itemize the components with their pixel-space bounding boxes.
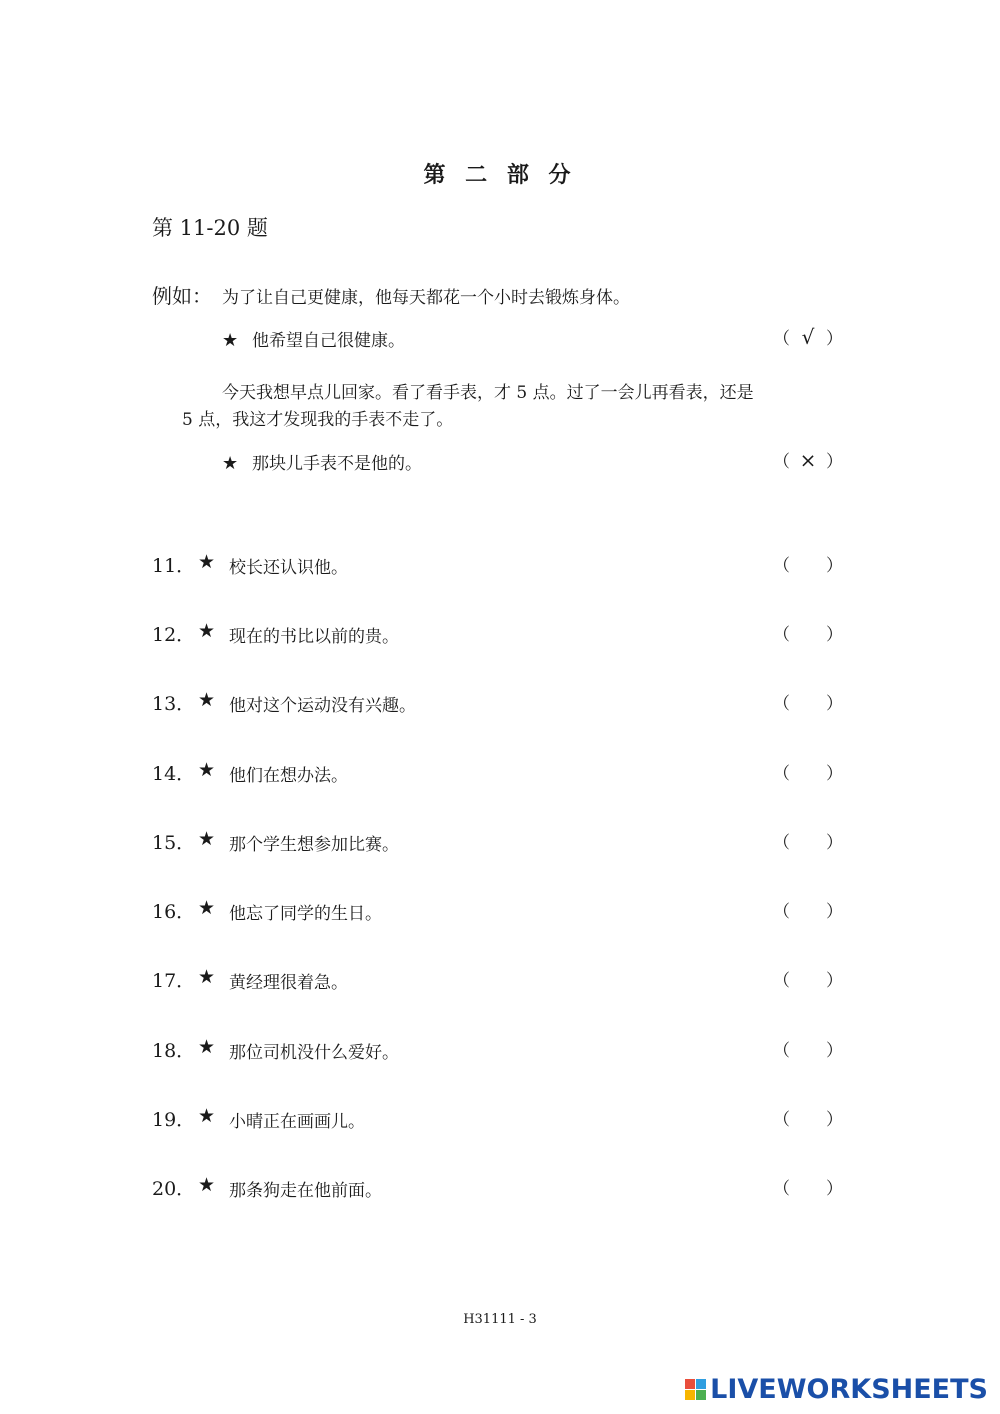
paren-close: ） bbox=[826, 329, 843, 349]
question-text: 他对这个运动没有兴趣。 bbox=[229, 696, 416, 716]
logo-square bbox=[685, 1390, 695, 1400]
example-passage bbox=[182, 380, 852, 434]
answer-box[interactable] bbox=[773, 1105, 843, 1130]
star-icon: ★ bbox=[198, 689, 216, 711]
passage-line-1: 今天我想早点儿回家。看了看手表，才 5 点。过了一会儿再看表，还是 bbox=[222, 383, 754, 403]
answer-box[interactable] bbox=[773, 551, 843, 576]
question-number: 11． bbox=[152, 555, 196, 577]
star-icon: ★ bbox=[198, 1036, 216, 1058]
star-icon: ★ bbox=[198, 966, 216, 988]
logo-square bbox=[685, 1379, 695, 1389]
paren-open: （ bbox=[773, 556, 790, 576]
paren-close: ） bbox=[826, 625, 843, 645]
paren-open: （ bbox=[773, 1179, 790, 1199]
answer-box[interactable] bbox=[773, 897, 843, 922]
example-statement-2 bbox=[222, 449, 422, 474]
star-icon: ★ bbox=[198, 620, 216, 642]
paren-close: ） bbox=[826, 833, 843, 853]
answer-box[interactable] bbox=[773, 966, 843, 991]
logo-square bbox=[696, 1379, 706, 1389]
paren-close: ） bbox=[826, 971, 843, 991]
answer-box[interactable] bbox=[773, 828, 843, 853]
paren-close: ） bbox=[825, 452, 843, 472]
star-icon: ★ bbox=[222, 453, 239, 474]
question-number: 14． bbox=[152, 763, 196, 785]
answer-box[interactable] bbox=[773, 759, 843, 784]
question-text: 小晴正在画画儿。 bbox=[229, 1112, 365, 1132]
question-number: 17． bbox=[152, 970, 196, 992]
paren-close: ） bbox=[826, 1110, 843, 1130]
logo-text: LIVEWORKSHEETS bbox=[710, 1374, 988, 1405]
page-title: 第 二 部 分 bbox=[423, 162, 577, 188]
example-text: 为了让自己更健康，他每天都花一个小时去锻炼身体。 bbox=[222, 288, 630, 308]
question-number: 20． bbox=[152, 1178, 196, 1200]
paren-close: ） bbox=[826, 694, 843, 714]
question-text: 他们在想办法。 bbox=[229, 766, 348, 786]
paren-open: （ bbox=[773, 764, 790, 784]
paren-open: （ bbox=[773, 625, 790, 645]
star-icon: ★ bbox=[198, 1105, 216, 1127]
answer-box[interactable] bbox=[773, 1174, 843, 1199]
answer-box[interactable] bbox=[773, 689, 843, 714]
question-text: 他忘了同学的生日。 bbox=[229, 904, 382, 924]
question-text: 黄经理很着急。 bbox=[229, 973, 348, 993]
question-number: 15． bbox=[152, 832, 196, 854]
question-number: 16． bbox=[152, 901, 196, 923]
question-text: 那位司机没什么爱好。 bbox=[229, 1043, 399, 1063]
logo-icon bbox=[685, 1379, 706, 1400]
paren-open: （ bbox=[773, 1110, 790, 1130]
star-icon: ★ bbox=[198, 897, 216, 919]
logo-square bbox=[696, 1390, 706, 1400]
paren-open: （ bbox=[773, 902, 790, 922]
star-icon: ★ bbox=[222, 330, 239, 351]
paren-open: （ bbox=[773, 1041, 790, 1061]
question-number: 19． bbox=[152, 1109, 196, 1131]
question-number: 12． bbox=[152, 624, 196, 646]
example-answer-2 bbox=[773, 447, 843, 472]
paren-open: （ bbox=[773, 694, 790, 714]
example-label: 例如： bbox=[152, 284, 212, 308]
passage-line-2: 5 点，我这才发现我的手表不走了。 bbox=[182, 410, 454, 430]
paren-close: ） bbox=[826, 764, 843, 784]
question-text: 那条狗走在他前面。 bbox=[229, 1181, 382, 1201]
star-icon: ★ bbox=[198, 551, 216, 573]
question-number: 18． bbox=[152, 1040, 196, 1062]
star-icon: ★ bbox=[198, 1174, 216, 1196]
check-mark: √ bbox=[801, 324, 815, 349]
paren-close: ） bbox=[826, 1179, 843, 1199]
paren-close: ） bbox=[826, 902, 843, 922]
example-answer-1 bbox=[773, 324, 843, 349]
example-statement-1-text: 他希望自己很健康。 bbox=[252, 331, 405, 351]
answer-box[interactable] bbox=[773, 1036, 843, 1061]
question-text: 校长还认识他。 bbox=[229, 558, 348, 578]
star-icon: ★ bbox=[198, 759, 216, 781]
cross-mark: × bbox=[799, 447, 817, 472]
example-statement-1 bbox=[222, 326, 405, 351]
paren-open: （ bbox=[773, 833, 790, 853]
page-footer: H31111 - 3 bbox=[463, 1312, 537, 1327]
answer-box[interactable] bbox=[773, 620, 843, 645]
paren-open: （ bbox=[773, 452, 790, 472]
question-text: 那个学生想参加比赛。 bbox=[229, 835, 399, 855]
question-range: 第 11-20 题 bbox=[152, 216, 268, 240]
example-statement-2-text: 那块儿手表不是他的。 bbox=[252, 454, 422, 474]
paren-close: ） bbox=[826, 1041, 843, 1061]
question-number: 13． bbox=[152, 693, 196, 715]
question-text: 现在的书比以前的贵。 bbox=[229, 627, 399, 647]
star-icon: ★ bbox=[198, 828, 216, 850]
paren-close: ） bbox=[826, 556, 843, 576]
paren-open: （ bbox=[773, 971, 790, 991]
paren-open: （ bbox=[773, 329, 790, 349]
liveworksheets-logo[interactable] bbox=[685, 1374, 988, 1405]
